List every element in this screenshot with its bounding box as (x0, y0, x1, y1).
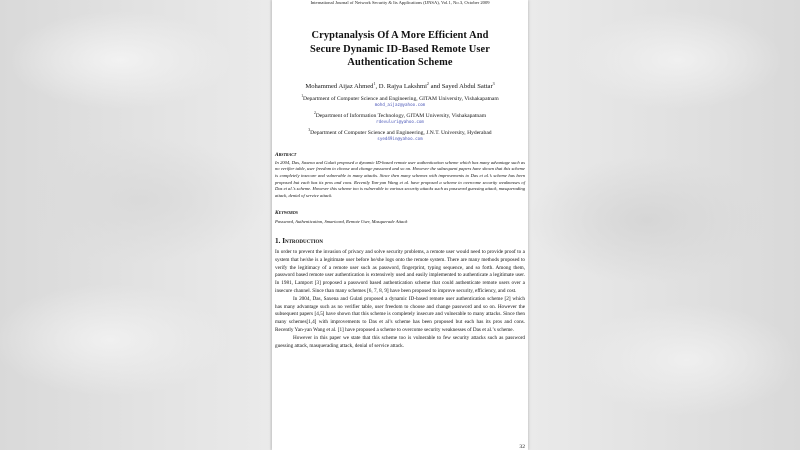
title-line: Secure Dynamic ID-Based Remote User (310, 43, 490, 55)
affil-sup: 3 (308, 127, 311, 132)
document-page (272, 0, 528, 450)
affil-text: Department of Information Technology, GITAM University, Vishakapatnam (315, 112, 487, 119)
page-number: 32 (519, 444, 525, 450)
author-email[interactable]: syed49in@yahoo.com (377, 136, 423, 142)
title-line: Authentication Scheme (347, 57, 453, 68)
paper-title (272, 29, 528, 70)
abstract-text: In 2004, Das, Saxena and Gulati proposed a dynamic ID-based remote user authentication scheme which has many advantage such as no verifier table, user freedom to choose and change password and so on. However the subsequent papers have shown that this scheme is completely insecure and vulnerable to many attacks. Since then many schemes with improvements to Das et al.’s scheme has been proposed but each has its pros and cons. Recently Yan-yan Wang et al. have proposed a scheme to overcome security weaknesses of Das et al.’s scheme. However this scheme too is vulnerable to various security attacks such as password guessing attack, masquerading attack, denial of service attack. (275, 159, 525, 198)
author-list (272, 81, 528, 90)
keywords-text: Password, Authentication, Smartcard, Remote User, Masquerade Attack (275, 219, 408, 225)
affil-text: Department of Computer Science and Engineering, J.N.T. University, Hyderabad (310, 129, 492, 136)
introduction-body (275, 249, 525, 350)
affil-sup: 1 (301, 93, 304, 98)
paragraph: In 2004, Das, Saxena and Gulati proposed a dynamic ID-based remote user authentication scheme [2] which has many advantage such as no verifier table, user freedom to choose and change password and so on. However the subsequent papers [4,5] have shown that this scheme is completely insecure and vulnerable to many attacks. Since then many schemes[1,4] with improvements to Das et al’s scheme has been proposed but each has its pros and cons. Recently Yan-yan Wang et al. [1] have proposed a scheme to overcome security weaknesses of Das et al.’s scheme. (275, 295, 525, 333)
author-sup: 3 (492, 80, 495, 86)
author-sup: 2 (426, 80, 429, 86)
paragraph: In order to prevent the invasion of privacy and solve security problems, a remote user would need to provide proof to a system that he/she is a legitimate user before he/she logs onto the remote system. There are many methods proposed to verify the legitimacy of a remote user such as password, fingerprint, typing sequence, and so forth. Among them, password based remote user authentication is extensively used and easily implemented to authenticate a legitimate user. In 1981, Lamport [3] proposed a password based authentication scheme that could authenticate remote users over a insecure channel. Since than many schemes [6, 7, 8, 9] have been proposed to improve security, efficiency, and cost. (275, 248, 525, 294)
affil-text: Department of Computer Science and Engineering, GITAM University, Vishakapatnam (303, 95, 499, 102)
paragraph: However in this paper we state that this scheme too is vulnerable to few security attacks such as password guessing attack, masquerading attack, denial of service attack. (275, 334, 525, 349)
journal-header: International Journal of Network Security & Its Applications (IJNSA), Vol.1, No.3, October 2009 (310, 0, 490, 5)
affil-sup: 2 (313, 110, 316, 115)
affiliation (272, 127, 528, 143)
background-blur-right (527, 0, 800, 450)
abstract-heading: Abstract (275, 151, 297, 158)
section-heading: 1. Introduction (275, 236, 324, 245)
author-name: Mohammed Aijaz Ahmed (305, 82, 374, 90)
author-sup: 1 (373, 80, 376, 86)
author-email[interactable]: rdevuluri@yahoo.com (376, 119, 424, 125)
affiliation (272, 110, 528, 126)
keywords-heading: Keywords (275, 210, 298, 217)
affiliation (272, 93, 528, 109)
author-name: , D. Rajya Lakshmi (375, 82, 427, 90)
title-line: Cryptanalysis Of A More Efficient And (311, 30, 489, 41)
background-blur-left (0, 0, 270, 450)
author-name: and Sayed Abdul Sattar (428, 82, 493, 90)
author-email[interactable]: mohd_aijaz@yahoo.com (374, 102, 426, 108)
